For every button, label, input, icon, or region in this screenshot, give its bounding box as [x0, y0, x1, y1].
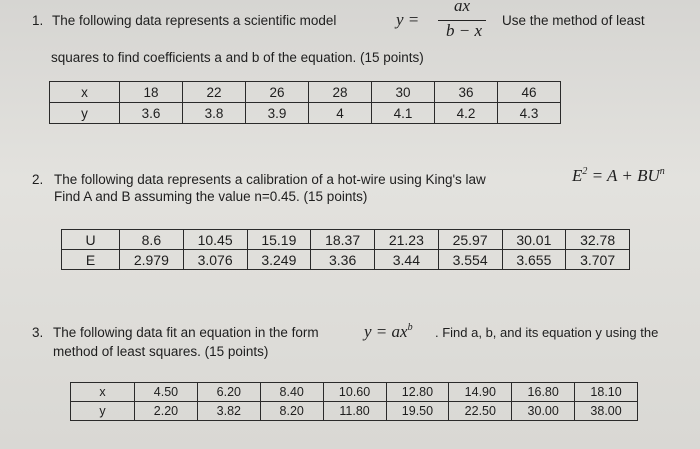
q2-formula-exponent: 2: [582, 166, 588, 177]
table-cell: 30.01: [502, 230, 566, 250]
q2-data-table: [61, 229, 630, 270]
table-cell: 10.60: [323, 383, 386, 402]
table-cell: 10.45: [183, 230, 247, 250]
table-row: [62, 250, 630, 270]
table-cell: 30: [372, 82, 435, 103]
table-cell: 12.80: [386, 383, 449, 402]
table-cell: 3.249: [247, 250, 311, 270]
table-cell: 3.6: [120, 103, 183, 124]
table-cell: 8.6: [120, 230, 184, 250]
q1-data-table: [49, 81, 561, 124]
table-cell: 36: [435, 82, 498, 103]
q2-line2: Find A and B assuming the value n=0.45. (15 points): [54, 189, 368, 204]
q1-line1-end: Use the method of least: [502, 13, 645, 28]
q1-formula-numerator: ax: [453, 0, 471, 15]
table-cell: 22.50: [449, 402, 512, 421]
table-cell: 19.50: [386, 402, 449, 421]
table-cell: 8.40: [260, 383, 323, 402]
q2-number: 2.: [32, 172, 44, 187]
table-cell: 15.19: [247, 230, 311, 250]
q2-formula-rhs-exponent: n: [659, 166, 665, 177]
q1-formula-denominator: b − x: [445, 21, 483, 40]
q2-formula: [572, 166, 665, 186]
table-cell: 6.20: [197, 383, 260, 402]
q3-formula-body: y = ax: [364, 322, 408, 341]
table-cell: 25.97: [438, 230, 502, 250]
table-cell: 21.23: [375, 230, 439, 250]
q2-formula-rhs: = A + BU: [591, 166, 660, 185]
row-label-cell: y: [71, 402, 135, 421]
table-cell: 14.90: [449, 383, 512, 402]
table-cell: 3.44: [375, 250, 439, 270]
table-row: [50, 82, 561, 103]
table-cell: 22: [183, 82, 246, 103]
table-cell: 8.20: [260, 402, 323, 421]
table-cell: 4.50: [135, 383, 198, 402]
q1-number: 1.: [32, 13, 44, 28]
row-label-cell: y: [50, 103, 120, 124]
row-label-cell: U: [62, 230, 120, 250]
q3-line2: method of least squares. (15 points): [53, 344, 269, 359]
table-cell: 3.36: [311, 250, 375, 270]
table-cell: 38.00: [575, 402, 638, 421]
row-label-cell: x: [50, 82, 120, 103]
table-cell: 11.80: [323, 402, 386, 421]
table-row: [62, 230, 630, 250]
table-cell: 16.80: [512, 383, 575, 402]
q1-formula-lhs: y =: [396, 10, 420, 29]
table-row: [71, 402, 638, 421]
row-label-cell: x: [71, 383, 135, 402]
q3-line1: The following data fit an equation in the form: [53, 325, 319, 340]
table-cell: 4.3: [498, 103, 561, 124]
table-row: [71, 383, 638, 402]
table-cell: 3.707: [566, 250, 630, 270]
table-cell: 2.20: [135, 402, 198, 421]
table-cell: 3.655: [502, 250, 566, 270]
table-row: [50, 103, 561, 124]
q2-line1: The following data represents a calibration of a hot-wire using King's law: [54, 172, 486, 187]
row-label-cell: E: [62, 250, 120, 270]
q2-formula-lhs: E: [572, 166, 583, 185]
table-cell: 26: [246, 82, 309, 103]
q3-formula-exponent: b: [407, 322, 413, 333]
table-cell: 2.979: [120, 250, 184, 270]
table-cell: 18.37: [311, 230, 375, 250]
q3-number: 3.: [32, 325, 44, 340]
q3-formula: [364, 322, 413, 342]
table-cell: 18: [120, 82, 183, 103]
table-cell: 3.076: [183, 250, 247, 270]
table-cell: 4.2: [435, 103, 498, 124]
table-cell: 4.1: [372, 103, 435, 124]
table-cell: 46: [498, 82, 561, 103]
table-cell: 18.10: [575, 383, 638, 402]
q1-line1: The following data represents a scientific model: [52, 13, 337, 28]
q3-data-table: [70, 382, 638, 421]
table-cell: 3.9: [246, 103, 309, 124]
q3-line1-end: . Find a, b, and its equation y using the: [435, 325, 659, 340]
table-cell: 28: [309, 82, 372, 103]
table-cell: 3.82: [197, 402, 260, 421]
table-cell: 30.00: [512, 402, 575, 421]
table-cell: 4: [309, 103, 372, 124]
table-cell: 3.8: [183, 103, 246, 124]
q1-line2: squares to find coefficients a and b of the equation. (15 points): [51, 50, 424, 65]
table-cell: 32.78: [566, 230, 630, 250]
table-cell: 3.554: [438, 250, 502, 270]
